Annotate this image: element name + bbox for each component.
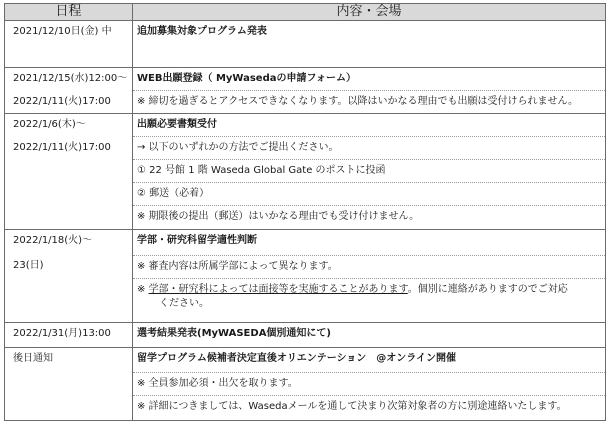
content-cell: 選考結果発表(MyWASEDA個別通知にて) xyxy=(137,327,332,339)
date-cell: 2022/1/11(火)17:00 xyxy=(13,141,111,153)
content-cell: ※ 締切を過ぎるとアクセスできなくなります。以降はいかなる理由でも出願は受付けられません。 xyxy=(137,96,579,108)
table-row xyxy=(5,347,606,372)
table-row xyxy=(5,160,606,183)
content-cell: 出願必要書類受付 xyxy=(137,119,217,131)
date-cell xyxy=(5,372,132,379)
underlined-text: 学部・研究科によっては面接等を実施することがあります xyxy=(148,283,408,295)
table-row xyxy=(5,137,606,160)
content-line: ※ 学部・研究科によっては面接等を実施することがあります。個別に連絡がありますのでご対応 xyxy=(137,283,568,295)
content-cell: ※ 審査内容は所属学部によって異なります。 xyxy=(137,260,338,272)
date-cell: 2022/1/6(木)～ xyxy=(13,119,86,131)
date-column-header: 日程 xyxy=(5,4,133,21)
date-cell: 2022/1/18(火)～ xyxy=(13,235,93,247)
date-cell xyxy=(5,183,132,190)
table-row xyxy=(5,372,606,395)
table-row xyxy=(5,206,606,230)
table-row xyxy=(5,230,606,255)
content-cell: ② 郵送（必着） xyxy=(137,188,210,200)
date-cell: 2021/12/10日(金) 中 xyxy=(13,26,112,37)
date-cell xyxy=(5,395,132,402)
date-cell xyxy=(5,278,132,285)
date-cell: 2022/1/11(火)17:00 xyxy=(13,95,111,107)
content-cell: → 以下のいずれかの方法でご提出ください。 xyxy=(137,142,339,154)
content-cell: ① 22 号館 1 階 Waseda Global Gate のポストに投函 xyxy=(137,165,386,177)
content-cell: 留学プログラム候補者決定直後オリエンテーション @オンライン開催 xyxy=(137,352,456,364)
content-cell xyxy=(133,279,605,314)
content-column-header: 内容・会場 xyxy=(133,4,606,21)
content-cell: WEB出願登録（ MyWasedaの申請フォーム） xyxy=(137,73,356,85)
content-cell: ※ 全員参加必須・出欠を取ります。 xyxy=(137,377,298,389)
date-cell xyxy=(5,206,132,213)
header-row xyxy=(5,4,606,21)
content-cell: 学部・研究科留学適性判断 xyxy=(137,235,257,247)
content-cell: 追加募集対象プログラム発表 xyxy=(137,26,267,37)
date-cell: 後日通知 xyxy=(13,352,53,364)
table-row xyxy=(5,68,606,91)
date-cell: 2022/1/31(月)13:00 xyxy=(13,327,111,339)
table-row xyxy=(5,21,606,68)
table-row xyxy=(5,183,606,206)
table-row xyxy=(5,114,606,137)
table-row xyxy=(5,395,606,420)
date-cell: 23(日) xyxy=(13,260,44,271)
table-row xyxy=(5,91,606,114)
table-row xyxy=(5,255,606,278)
date-cell xyxy=(5,160,132,167)
content-cell: ※ 期限後の提出（郵送）はいかなる理由でも受け付けません。 xyxy=(137,211,420,223)
content-line: ください。 xyxy=(159,297,209,309)
schedule-table xyxy=(4,3,606,421)
content-cell: ※ 詳細につきましては、Wasedaメールを通して決まり次第対象者の方に別途連絡いたします。 xyxy=(137,400,567,412)
table-row xyxy=(5,322,606,347)
table-row xyxy=(5,278,606,322)
date-cell: 2021/12/15(水)12:00～ xyxy=(13,73,128,85)
